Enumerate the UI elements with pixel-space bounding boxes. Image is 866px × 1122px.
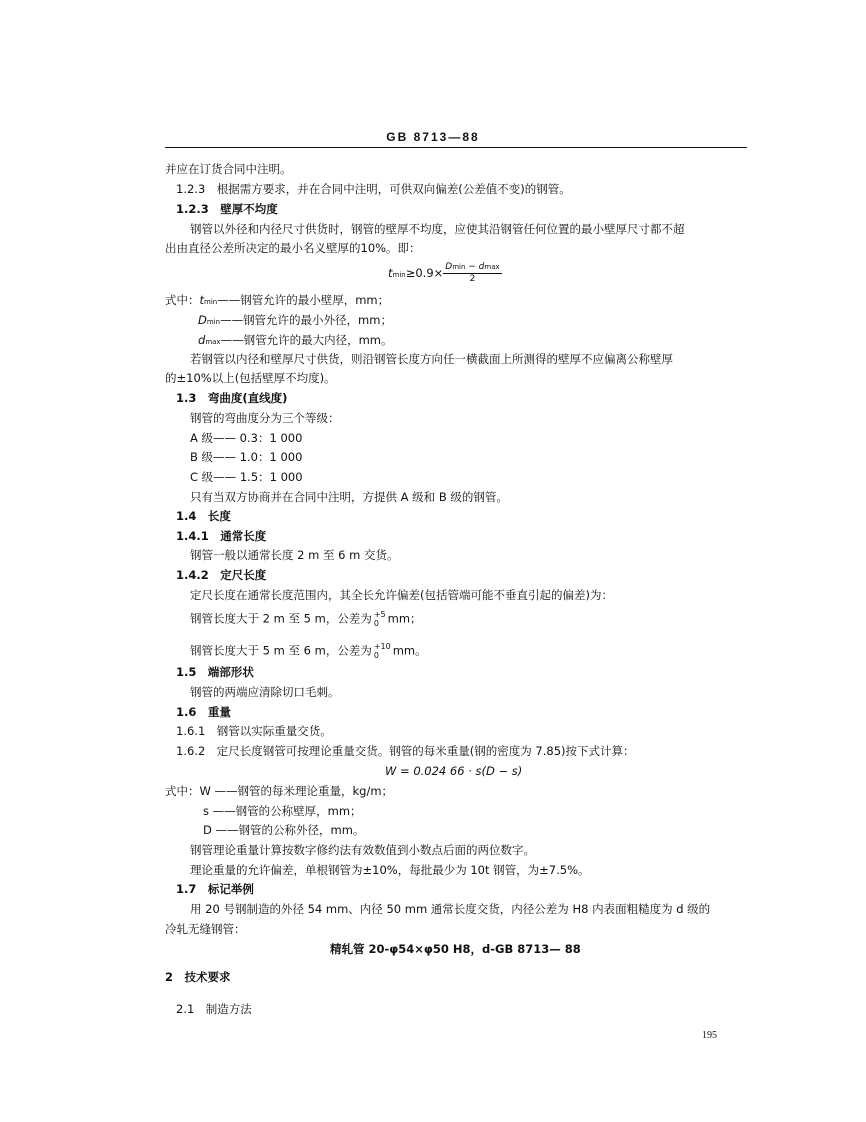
- clause-heading: 1.4.1 通常长度: [176, 529, 267, 543]
- page-number: 195: [702, 1030, 717, 1041]
- where-line: D ——钢管的公称外径，mm。: [203, 823, 365, 837]
- where-line: 式中：tmin——钢管允许的最小壁厚，mm；: [165, 293, 390, 307]
- tolerance-line: 钢管长度大于 2 m 至 5 m，公差为 +5 0 mm；: [190, 610, 422, 628]
- where-line: dmax——钢管允许的最大内径，mm。: [198, 333, 393, 347]
- text-line: 的±10%以上(包括壁厚不均度)。: [165, 371, 336, 385]
- formula-wall-thickness: tmin≥0.9× $\frac{Dmin - dmax}{2}$: [388, 262, 500, 284]
- section-heading: 2.1 制造方法: [176, 1002, 252, 1016]
- where-line: Dmin——钢管允许的最小外径，mm；: [198, 313, 392, 327]
- text-line: 钢管一般以通常长度 2 m 至 6 m 交货。: [190, 548, 399, 562]
- chapter-heading: 2 技术要求: [165, 970, 231, 984]
- grade-line: A 级—— 0.3：1 000: [190, 431, 303, 445]
- where-line: s ——钢管的公称壁厚，mm；: [203, 804, 362, 818]
- clause-heading: 1.2.3 壁厚不均度: [176, 202, 278, 216]
- where-line: 式中：W ——钢管的每米理论重量，kg/m；: [165, 784, 394, 798]
- section-heading: 1.5 端部形状: [176, 665, 254, 679]
- marking-example: 精轧管 20-φ54×φ50 H8，d-GB 8713— 88: [330, 942, 581, 956]
- text-line: 只有当双方协商并在合同中注明，方提供 A 级和 B 级的钢管。: [190, 490, 508, 504]
- text-line: 定尺长度在通常长度范围内，其全长允许偏差(包括管端可能不垂直引起的偏差)为：: [190, 588, 613, 602]
- tolerance-stack: +5 0: [373, 610, 386, 628]
- clause-1-6-1: 1.6.1 钢管以实际重量交货。: [176, 724, 332, 738]
- clause-1-6-2: 1.6.2 定尺长度钢管可按理论重量交货。钢管的每米重量(钢的密度为 7.85)按下式计算：: [176, 744, 635, 758]
- section-heading: 1.7 标记举例: [176, 882, 254, 896]
- grade-line: C 级—— 1.5：1 000: [190, 470, 303, 484]
- section-heading: 1.6 重量: [176, 705, 231, 719]
- clause-1-2-3: 1.2.3 根据需方要求，并在合同中注明，可供双向偏差(公差值不变)的钢管。: [176, 182, 571, 196]
- formula-weight: W = 0.024 66 · s(D − s): [385, 764, 523, 778]
- page-header: GB 8713—88: [386, 130, 480, 144]
- text-line: 钢管以外径和内径尺寸供货时，钢管的壁厚不均度，应使其沿钢管任何位置的最小壁厚尺寸都不超: [190, 222, 685, 236]
- section-heading: 1.4 长度: [176, 509, 231, 523]
- tolerance-line: 钢管长度大于 5 m 至 6 m，公差为 +10 0 mm。: [190, 642, 427, 660]
- text-line: 若钢管以内径和壁厚尺寸供货，则沿钢管长度方向任一横截面上所测得的壁厚不应偏离公称壁厚: [190, 352, 673, 366]
- formula-fraction: $\frac{Dmin - dmax}{2}$: [445, 262, 500, 284]
- text-line: 出由直径公差所决定的最小名义壁厚的10%。即：: [165, 241, 421, 255]
- text-line: 理论重量的允许偏差，单根钢管为±10%，每批最少为 10t 钢管，为±7.5%。: [190, 863, 590, 877]
- text-line: 并应在订货合同中注明。: [165, 162, 292, 176]
- text-line: 冷轧无缝钢管：: [165, 922, 246, 936]
- text-line: 钢管的两端应清除切口毛刺。: [190, 685, 340, 699]
- tolerance-stack: +10 0: [373, 642, 391, 660]
- text-line: 钢管的弯曲度分为三个等级：: [190, 411, 340, 425]
- header-rule: [165, 147, 747, 148]
- section-heading: 1.3 弯曲度(直线度): [176, 391, 288, 405]
- clause-heading: 1.4.2 定尺长度: [176, 568, 267, 582]
- text-line: 用 20 号钢制造的外径 54 mm、内径 50 mm 通常长度交货，内径公差为 H8 内表面粗糙度为 d 级的: [190, 902, 711, 916]
- text-line: 钢管理论重量计算按数字修约法有效数值到小数点后面的两位数字。: [190, 843, 535, 857]
- grade-line: B 级—— 1.0：1 000: [190, 450, 303, 464]
